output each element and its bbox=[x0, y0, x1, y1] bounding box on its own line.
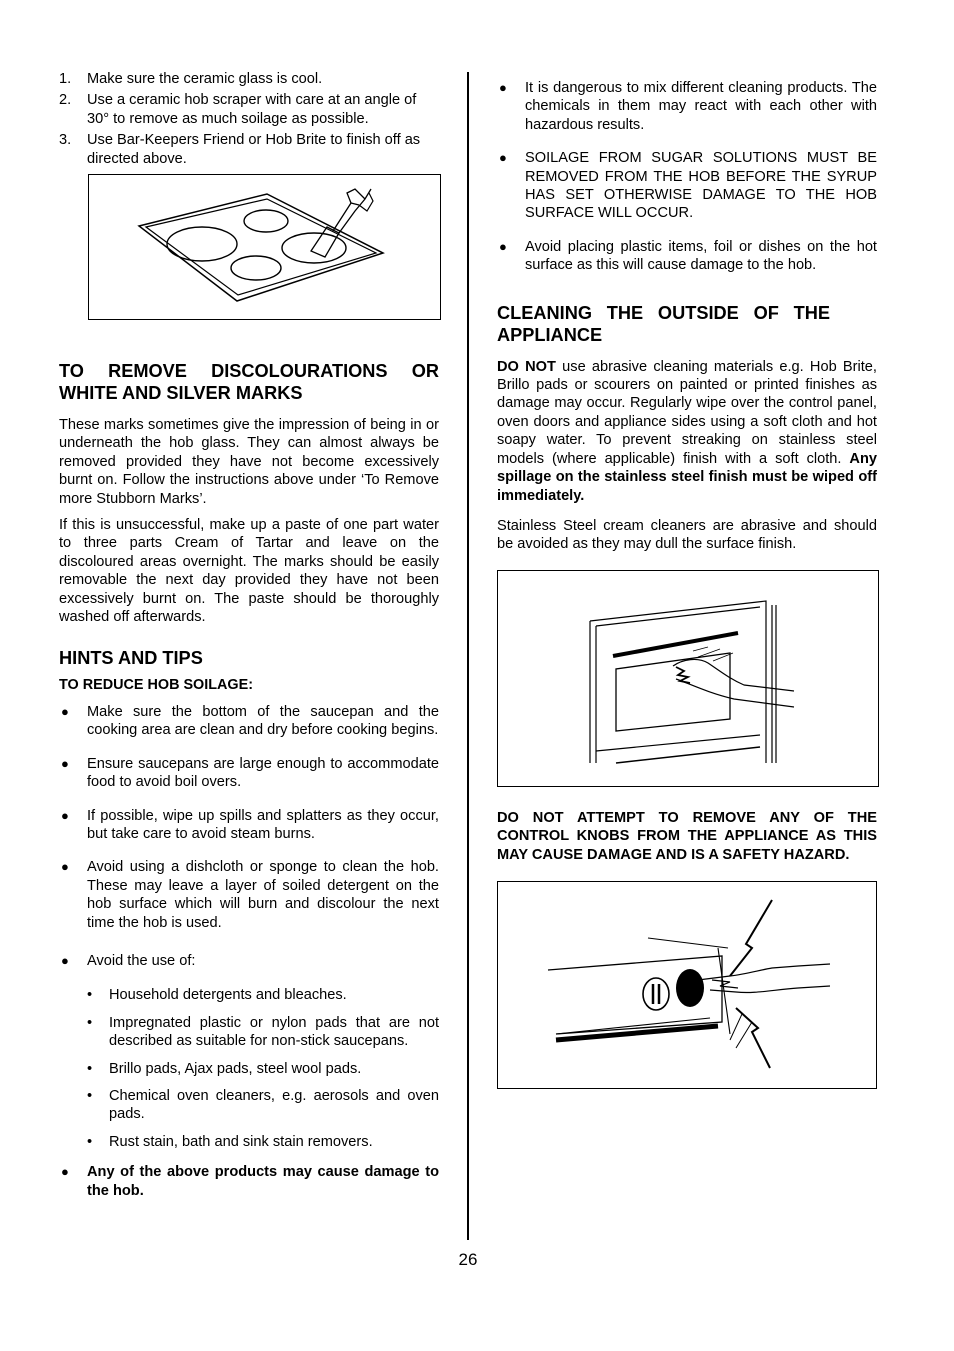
hints-list bbox=[59, 703, 439, 970]
bullet-icon: ● bbox=[61, 703, 69, 719]
list-item bbox=[59, 1163, 439, 1200]
bullet-icon: ● bbox=[61, 952, 69, 968]
step-number: 2. bbox=[59, 92, 72, 109]
list-item bbox=[59, 986, 439, 1004]
list-item-text: Avoid placing plastic items, foil or dishes on the hot surface as this will cause damage to the hob. bbox=[525, 238, 877, 274]
list-item bbox=[59, 952, 439, 970]
bullet-icon: ● bbox=[61, 859, 69, 875]
list-item bbox=[497, 238, 877, 275]
oven-door-wipe-drawing bbox=[498, 571, 880, 788]
list-item-text: If possible, wipe up spills and splatters as they occur, but take care to avoid steam burns. bbox=[87, 807, 439, 842]
bullet-icon: • bbox=[87, 1088, 93, 1104]
list-item-text: SOILAGE FROM SUGAR SOLUTIONS MUST BE REMOVED FROM THE HOB BEFORE THE SYRUP HAS SET OTHERWISE DAMAGE TO THE HOB SURFACE WILL OCCUR. bbox=[525, 150, 877, 222]
step-number: 3. bbox=[59, 132, 72, 149]
bullet-icon: • bbox=[87, 1014, 93, 1031]
control-knob-warning: DO NOT ATTEMPT TO REMOVE ANY OF THE CONTROL KNOBS FROM THE APPLIANCE AS THIS MAY CAUSE DAMAGE AND IS A SAFETY HAZARD. bbox=[497, 809, 877, 863]
bullet-icon: ● bbox=[499, 238, 507, 254]
step-number: 1. bbox=[59, 71, 72, 87]
bullet-icon: ● bbox=[499, 150, 507, 166]
bullet-icon: • bbox=[87, 1060, 93, 1077]
bullet-icon: • bbox=[87, 1133, 93, 1150]
step-text: Make sure the ceramic glass is cool. bbox=[87, 71, 323, 87]
list-item-text: Brillo pads, Ajax pads, steel wool pads. bbox=[109, 1060, 362, 1077]
oven-door-wipe-illustration bbox=[497, 570, 879, 787]
list-item-text: Ensure saucepans are large enough to accommodate food to avoid boil overs. bbox=[87, 755, 439, 791]
list-item-text: Avoid using a dishcloth or sponge to clean the hob. These may leave a layer of soiled detergent on the hob surface which will burn and discolour the next time the hob is used. bbox=[87, 859, 439, 931]
list-item bbox=[497, 79, 877, 134]
list-item-text: It is dangerous to mix different cleaning products. The chemicals in them may react with each other with hazardous results. bbox=[525, 80, 877, 133]
right-column bbox=[497, 79, 877, 1089]
step-text: Use Bar-Keepers Friend or Hob Brite to finish off as directed above. bbox=[87, 132, 421, 167]
reduce-soilage-subheading: TO REDUCE HOB SOILAGE: bbox=[59, 676, 254, 693]
step-item bbox=[59, 91, 439, 128]
outside-cleaning-paragraph-2: Stainless Steel cream cleaners are abrasive and should be avoided as they may dull the surface finish. bbox=[497, 517, 877, 553]
discolouration-paragraph-2: If this is unsuccessful, make up a paste of one part water to three parts Cream of Tartar and leave on the discoloured areas overnight. The marks should be easily removable the next day provided they have not been excessively burnt on. The paste should be thoroughly washed off afterwards. bbox=[59, 517, 439, 626]
outside-cleaning-paragraph-1 bbox=[497, 358, 877, 505]
discolouration-heading bbox=[59, 360, 439, 404]
body-text: use abrasive cleaning materials e.g. Hob Brite, Brillo pads or scourers on painted or printed finishes as damage may occur. Regularly wipe over the control panel, oven doors and appliance sides using a soft cloth and hot soapy water. To prevent streaking on stainless steel models (where applicable) finish with a soft cloth. bbox=[497, 358, 877, 467]
list-item-text: Rust stain, bath and sink stain removers. bbox=[109, 1133, 373, 1150]
heading-line: CLEANING THE OUTSIDE OF THE bbox=[497, 302, 830, 323]
hints-heading bbox=[59, 647, 439, 669]
list-item bbox=[59, 807, 439, 844]
heading-line: WHITE AND SILVER MARKS bbox=[59, 383, 303, 404]
list-item bbox=[59, 755, 439, 792]
heading-line: TO REMOVE DISCOLOURATIONS OR bbox=[59, 361, 439, 382]
list-item-text: Avoid the use of: bbox=[87, 952, 196, 969]
list-item bbox=[497, 149, 877, 223]
heading-line: APPLIANCE bbox=[497, 324, 603, 345]
list-item bbox=[59, 1060, 439, 1078]
hob-scraper-illustration bbox=[88, 174, 441, 320]
scraper-steps bbox=[59, 70, 439, 168]
column-divider bbox=[467, 72, 469, 1240]
control-knob-illustration bbox=[497, 881, 877, 1089]
list-item-text: Make sure the bottom of the saucepan and the cooking area are clean and dry before cooking begins. bbox=[87, 703, 439, 739]
damage-warning-list bbox=[59, 1163, 439, 1200]
discolouration-paragraph-1: These marks sometimes give the impression of being in or underneath the hob glass. They can almost always be removed provided they have not become excessively burnt on. Follow the instructions above under ‘To Remove more Stubborn Marks’. bbox=[59, 417, 439, 507]
hob-scraper-drawing bbox=[89, 175, 442, 321]
list-item bbox=[59, 1014, 439, 1051]
avoid-products-list bbox=[59, 986, 439, 1151]
list-item-text: Any of the above products may cause damage to the hob. bbox=[87, 1164, 439, 1199]
bullet-icon: ● bbox=[499, 80, 507, 95]
list-item-text: Chemical oven cleaners, e.g. aerosols and oven pads. bbox=[109, 1088, 439, 1123]
safety-bullets bbox=[497, 79, 877, 275]
control-knob-drawing bbox=[498, 882, 878, 1090]
bullet-icon: ● bbox=[61, 807, 69, 823]
bullet-icon: ● bbox=[61, 755, 69, 771]
step-item bbox=[59, 70, 439, 88]
heading-line: HINTS AND TIPS bbox=[59, 647, 203, 668]
outside-cleaning-heading bbox=[497, 302, 830, 346]
left-column bbox=[59, 70, 439, 1200]
list-item bbox=[59, 703, 439, 740]
list-item bbox=[59, 858, 439, 932]
list-item-text: Impregnated plastic or nylon pads that are not described as suitable for non-stick saucepans. bbox=[109, 1014, 439, 1050]
emphasis-text: Any spillage on the stainless steel finish must be wiped off immediately. bbox=[497, 450, 877, 504]
list-item-text: Household detergents and bleaches. bbox=[109, 987, 347, 1004]
list-item bbox=[59, 1087, 439, 1124]
page-number: 26 bbox=[458, 1250, 478, 1269]
bullet-icon: • bbox=[87, 987, 93, 1004]
list-item bbox=[59, 1133, 439, 1151]
step-item bbox=[59, 131, 439, 168]
emphasis-text: DO NOT bbox=[497, 358, 556, 375]
bullet-icon: ● bbox=[61, 1164, 69, 1180]
step-text: Use a ceramic hob scraper with care at an angle of 30° to remove as much soilage as possible. bbox=[87, 92, 417, 127]
